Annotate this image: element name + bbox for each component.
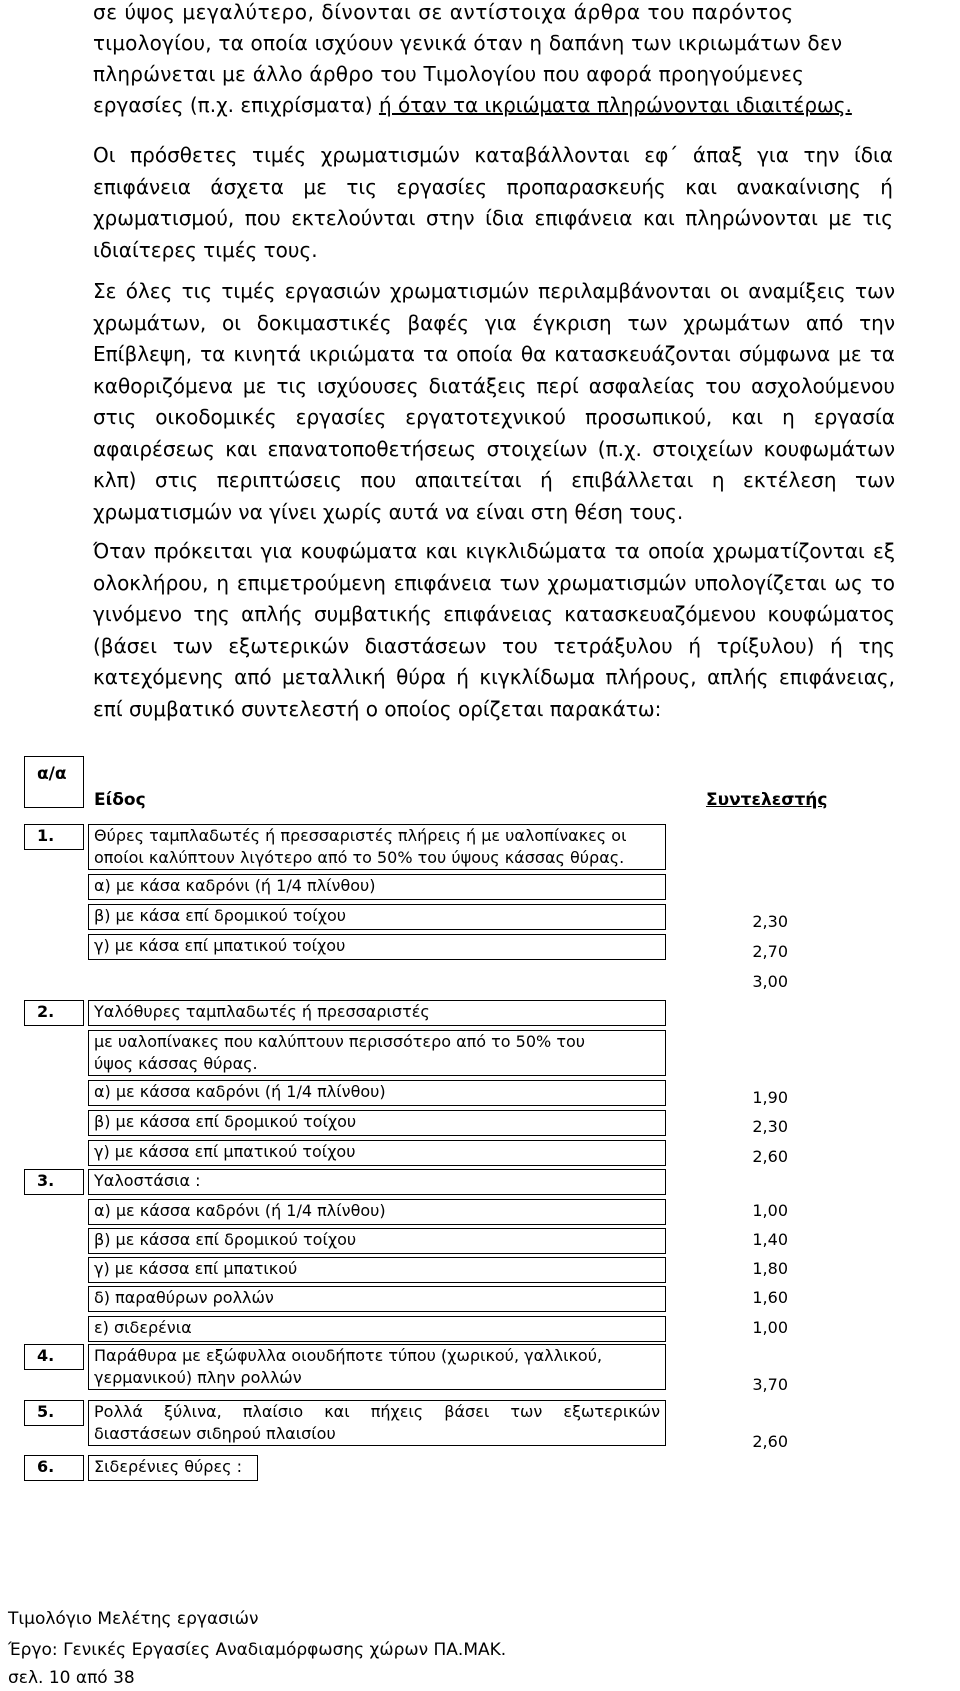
row-1-value-a: 2,30: [752, 912, 788, 931]
row-1-value-b: 2,70: [752, 942, 788, 961]
footer-document-title: Τιμολόγιο Μελέτης εργασιών: [8, 1609, 259, 1629]
header-kind: Είδος: [94, 790, 146, 810]
intro-line-2: τιμολογίου, τα οποία ισχύουν γενικά όταν η δαπάνη των ικριωμάτων δεν: [93, 31, 843, 55]
row-6-desc-line-1: Σιδερένιες θύρες :: [94, 1457, 242, 1476]
row-2-value-a: 1,90: [752, 1088, 788, 1107]
row-2-desc-line-1: Υαλόθυρες ταμπλαδωτές ή πρεσσαριστές: [94, 1002, 430, 1021]
intro-line-4: [93, 93, 852, 117]
row-5-desc-line-1: Ρολλά ξύλινα, πλαίσιο και πήχεις βάσει των εξωτερικών: [94, 1402, 660, 1421]
row-2-item-c: γ) με κάσσα επί μπατικού τοίχου: [94, 1142, 356, 1161]
intro-line-3: πληρώνεται με άλλο άρθρο του Τιμολογίου που αφορά προηγούμενες: [93, 62, 805, 86]
row-2-value-b: 2,30: [752, 1117, 788, 1136]
row-4-desc-line-2: γερμανικού) πλην ρολλών: [94, 1368, 302, 1387]
row-2-desc-line-3: ύψος κάσσας θύρας.: [94, 1054, 258, 1073]
row-3-value-d: 1,60: [752, 1288, 788, 1307]
row-1-item-c: γ) με κάσα επί μπατικού τοίχου: [94, 936, 346, 955]
row-3-item-a: α) με κάσσα καδρόνι (ή 1/4 πλίνθου): [94, 1201, 386, 1220]
footer-project-name: Έργο: Γενικές Εργασίες Αναδιαμόρφωσης χώρων ΠΑ.ΜΑΚ.: [8, 1640, 507, 1660]
row-5-number: 5.: [37, 1402, 55, 1421]
paragraph-additional-prices: Οι πρόσθετες τιμές χρωματισμών καταβάλλονται εφ΄ άπαξ για την ίδια επιφάνεια άσχετα με τις εργασίες προπαρασκευής και ανακαίνισης ή χρωματισμού, που εκτελούνται στην ίδια επιφάνεια και πληρώνονται με τις ιδιαίτερες τιμές τους.: [93, 143, 893, 262]
paragraph-included-works: Σε όλες τις τιμές εργασιών χρωματισμών περιλαμβάνονται οι αναμίξεις των χρωμάτων, οι δοκιμαστικές βαφές για έγκριση των χρωμάτων από την Επίβλεψη, τα κινητά ικριώματα τα οποία θα κατασκευάζονται σύμφωνα με τα καθοριζόμενα με τις ισχύουσες διατάξεις περί ασφαλείας του ασχολούμενου στις οικοδομικές εργασίες εργατοτεχνικού προσωπικού, και η εργασία αφαιρέσεως και επανατοποθετήσεως στοιχείων (π.χ. στοιχείων κουφωμάτων κλπ) στις περιπτώσεις που απαιτείται ή επιβάλλεται η εκτέλεση των χρωματισμών να γίνει χωρίς αυτά να είναι στη θέση τους.: [93, 279, 895, 524]
row-4-number: 4.: [37, 1346, 55, 1365]
row-1-desc-line-2: οποίοι καλύπτουν λιγότερο από το 50% του ύψους κάσσας θύρας.: [94, 848, 625, 867]
row-1-number: 1.: [37, 826, 55, 845]
row-2-number: 2.: [37, 1002, 55, 1021]
row-4-value: 3,70: [752, 1375, 788, 1394]
row-3-desc-line-1: Υαλοστάσια :: [94, 1171, 201, 1190]
row-2-item-a: α) με κάσσα καδρόνι (ή 1/4 πλίνθου): [94, 1082, 386, 1101]
row-3-item-b: β) με κάσσα επί δρομικού τοίχου: [94, 1230, 357, 1249]
row-1-item-b: β) με κάσα επί δρομικού τοίχου: [94, 906, 346, 925]
row-3-item-c: γ) με κάσσα επί μπατικού: [94, 1259, 298, 1278]
row-3-number: 3.: [37, 1171, 55, 1190]
row-3-item-d: δ) παραθύρων ρολλών: [94, 1288, 274, 1307]
row-3-value-a: 1,00: [752, 1201, 788, 1220]
row-2-value-c: 2,60: [752, 1147, 788, 1166]
footer-page-number: σελ. 10 από 38: [8, 1668, 135, 1688]
row-1-desc-line-1: Θύρες ταμπλαδωτές ή πρεσσαριστές πλήρεις ή με υαλοπίνακες οι: [94, 826, 627, 845]
paragraph-frames-calculation: Όταν πρόκειται για κουφώματα και κιγκλιδώματα τα οποία χρωματίζονται εξ ολοκλήρου, η επιμετρούμενη επιφάνεια των χρωματισμών υπολογίζεται ως το γινόμενο της απλής συμβατικής επιφάνειας κατασκευαζόμενου κουφώματος (βάσει των εξωτερικών διαστάσεων του τετράξυλου ή τρίξυλου) ή της κατεχόμενης από μεταλλική θύρα ή κιγκλίδωμα πλήρους, απλής επιφάνειας, επί συμβατικό συντελεστή ο οποίος ορίζεται παρακάτω:: [93, 539, 895, 721]
row-5-desc-line-2: διαστάσεων σιδηρού πλαισίου: [94, 1424, 336, 1443]
row-1-item-a: α) με κάσα καδρόνι (ή 1/4 πλίνθου): [94, 876, 376, 895]
intro-line-4-text: εργασίες (π.χ. επιχρίσματα) ή όταν τα ικριώματα πληρώνονται ιδιαιτέρως.: [93, 93, 852, 117]
intro-line-4-underlined: ή όταν τα ικριώματα πληρώνονται ιδιαιτέρως.: [378, 93, 852, 117]
row-6-number: 6.: [37, 1457, 55, 1476]
row-3-item-e: ε) σιδερένια: [94, 1318, 192, 1337]
row-3-value-b: 1,40: [752, 1230, 788, 1249]
row-2-desc-line-2: με υαλοπίνακες που καλύπτουν περισσότερο από το 50% του: [94, 1032, 585, 1051]
row-3-value-c: 1,80: [752, 1259, 788, 1278]
row-5-value: 2,60: [752, 1432, 788, 1451]
header-aa: α/α: [37, 764, 67, 784]
row-4-desc-line-1: Παράθυρα με εξώφυλλα οιουδήποτε τύπου (χωρικού, γαλλικού,: [94, 1346, 603, 1365]
row-2-item-b: β) με κάσσα επί δρομικού τοίχου: [94, 1112, 357, 1131]
row-1-value-c: 3,00: [752, 972, 788, 991]
intro-line-1: σε ύψος μεγαλύτερο, δίνονται σε αντίστοιχα άρθρα του παρόντος: [93, 0, 794, 24]
row-3-value-e: 1,00: [752, 1318, 788, 1337]
header-coefficient: Συντελεστής: [706, 790, 828, 810]
